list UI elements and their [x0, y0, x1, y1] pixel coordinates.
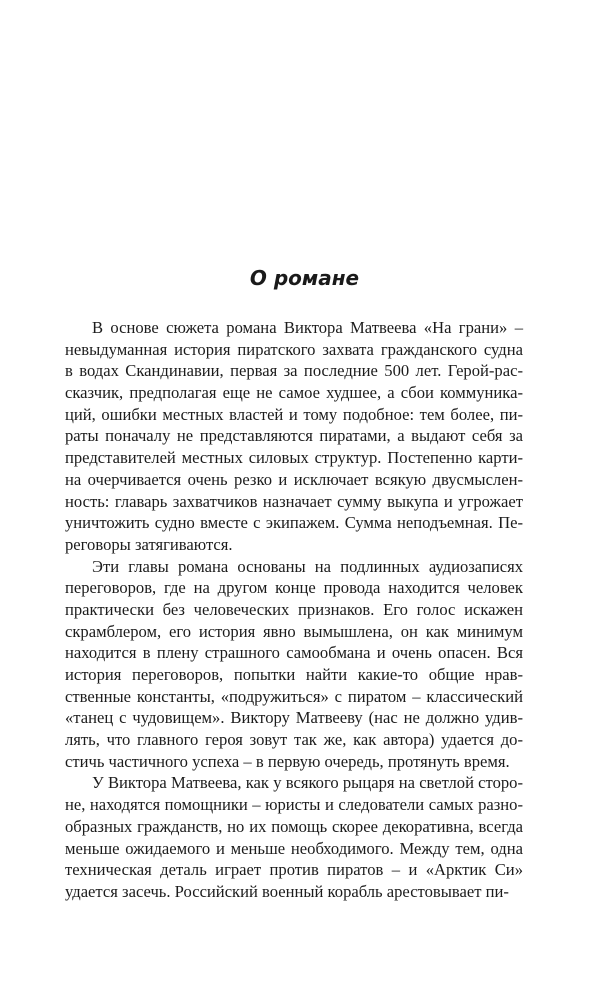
text-line: техническая деталь играет против пиратов – и «Арктик Си» [65, 860, 523, 880]
text-line: переговоров, где на другом конце провода находится человек [65, 578, 523, 598]
chapter-title: О романе [249, 266, 360, 290]
paragraph [65, 556, 523, 773]
body-text [65, 317, 523, 903]
text-line: не, находятся помощники – юристы и следователи самых разно- [65, 795, 523, 815]
text-line: история переговоров, попытки найти какие-то общие нрав- [65, 665, 523, 684]
paragraph [65, 772, 523, 902]
text-line: ственные константы, «подружиться» с пиратом – классический [65, 686, 523, 706]
text-line: раты поначалу не представляются пиратами, а выдают себя за [65, 426, 523, 446]
text-line: «танец с чудовищем». Виктору Матвееву (нас не должно удив- [65, 708, 523, 728]
text-line: на очерчивается очень резко и исключает всякую двусмыслен- [65, 469, 523, 489]
text-line: меньше ожидаемого и меньше необходимого. Между тем, одна [65, 838, 523, 858]
text-line: находится в плену страшного самообмана и очень опасен. Вся [65, 643, 523, 663]
paragraph [65, 317, 523, 556]
text-line: лять, что главного героя зовут так же, как автора) удается до- [65, 730, 523, 750]
text-line: невыдуманная история пиратского захвата гражданского судна [65, 339, 523, 359]
text-line: образных гражданств, но их помощь скорее декоративна, всегда [65, 816, 523, 836]
text-line: ций, ошибки местных властей и тому подобное: тем более, пи- [65, 404, 523, 424]
text-line: Эти главы романа основаны на подлинных аудиозаписях [92, 556, 523, 576]
text-line: ность: главарь захватчиков назначает сумму выкупа и угрожает [65, 491, 523, 511]
text-line: представителей местных силовых структур. Постепенно карти- [65, 448, 523, 468]
text-line: В основе сюжета романа Виктора Матвеева «На грани» – [92, 318, 523, 337]
text-line: практически без человеческих признаков. Его голос искажен [65, 599, 523, 619]
text-line: сказчик, предполагая еще не самое худшее, а сбои коммуника- [65, 383, 523, 403]
text-line: стичь частичного успеха – в первую очередь, протянуть время. [65, 751, 510, 771]
text-line: скрамблером, его история явно вымышлена, он как минимум [65, 621, 523, 641]
text-line: реговоры затягиваются. [65, 534, 233, 554]
text-line: в водах Скандинавии, первая за последние 500 лет. Герой-рас- [65, 361, 523, 381]
text-line: уничтожить судно вместе с экипажем. Сумма неподъемная. Пе- [65, 513, 523, 533]
text-line: удается засечь. Российский военный корабль арестовывает пи- [65, 881, 509, 901]
text-line: У Виктора Матвеева, как у всякого рыцаря на светлой сторо- [92, 773, 523, 793]
